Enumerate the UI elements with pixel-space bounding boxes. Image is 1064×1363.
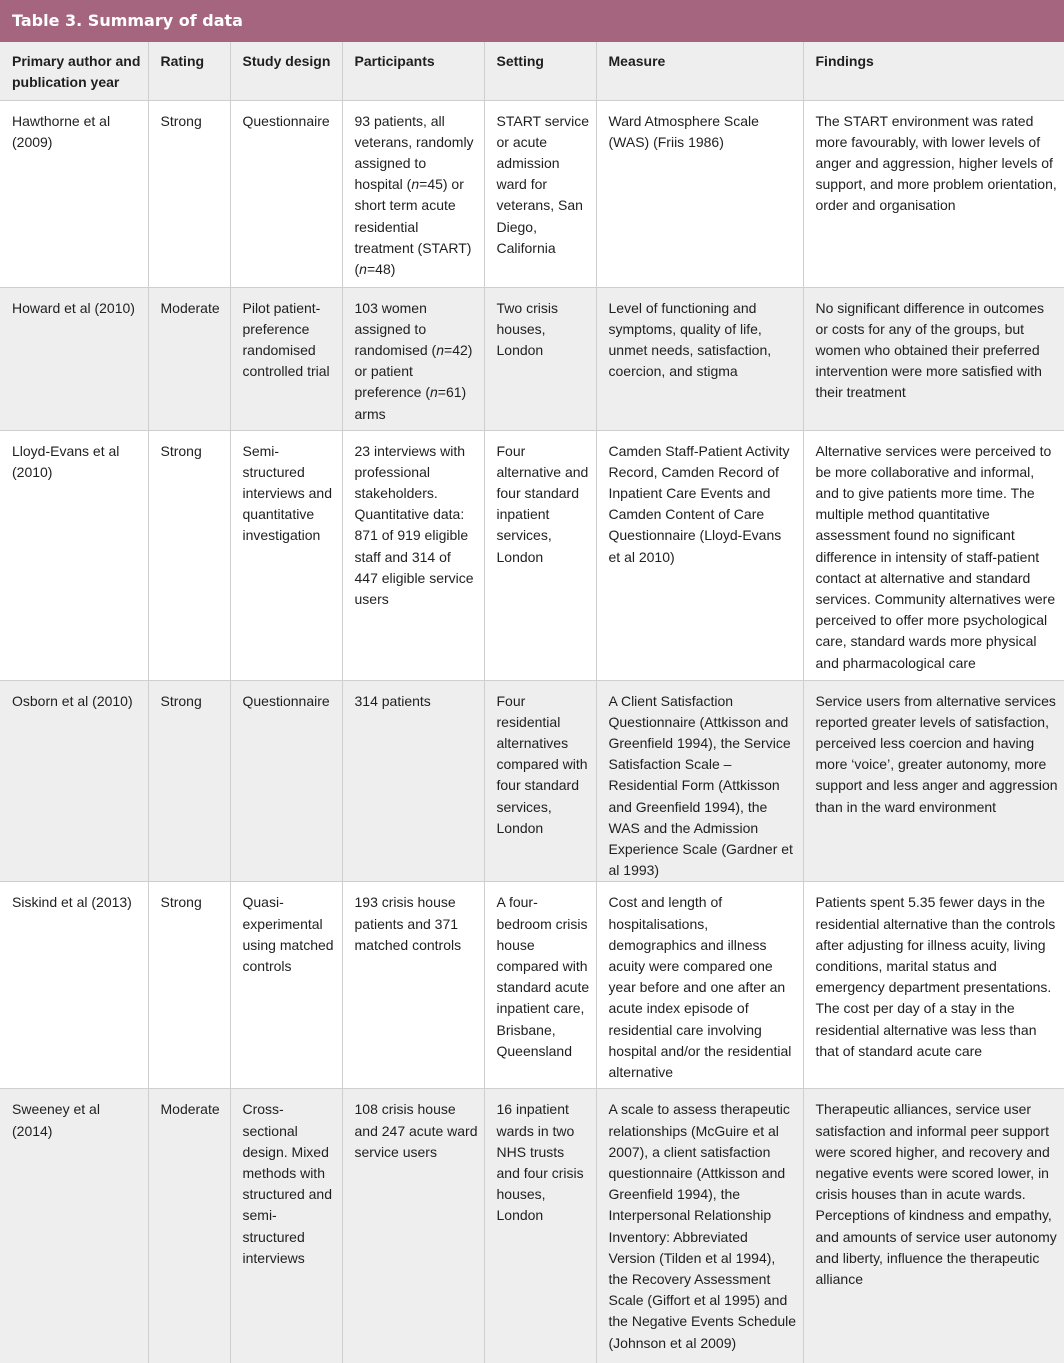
cell-measure: Cost and length of hospitalisations, demographics and illness acuity were compared one year before and one after an acute index episode of residential care involving hospital and/or the residential alternative: [596, 882, 803, 1089]
header-findings: Findings: [803, 42, 1064, 100]
cell-design: Quasi-experimental using matched controls: [230, 882, 342, 1089]
cell-findings: Alternative services were perceived to be more collaborative and informal, and to give patients more time. The multiple method quantitative assessment found no significant difference in intensity of staff-patient contact at alternative and standard services. Community alternatives were perceived to offer more psychological care, standard wards more physical and pharmacological care: [803, 430, 1064, 680]
cell-measure: A scale to assess therapeutic relationships (McGuire et al 2007), a client satisfaction questionnaire (Attkisson and Greenfield 1994), the Interpersonal Relationship Inventory: Abbreviated Version (Tilden et al 1994), the Recovery Assessment Scale (Giffort et al 1995) and the Negative Events Schedule (Johnson et al 2009): [596, 1089, 803, 1363]
cell-measure: A Client Satisfaction Questionnaire (Attkisson and Greenfield 1994), the Service Satisfaction Scale – Residential Form (Attkisson and Greenfield 1994), the WAS and the Admission Experience Scale (Gardner et al 1993): [596, 680, 803, 882]
cell-participants: 314 patients: [342, 680, 484, 882]
summary-table: [0, 42, 1064, 1363]
cell-author: Hawthorne et al (2009): [0, 100, 148, 287]
table-title: Table 3. Summary of data: [0, 0, 1064, 42]
table-row: [0, 1089, 1064, 1363]
cell-author: Osborn et al (2010): [0, 680, 148, 882]
header-author: Primary author and publication year: [0, 42, 148, 100]
cell-setting: 16 inpatient wards in two NHS trusts and four crisis houses, London: [484, 1089, 596, 1363]
cell-setting: Two crisis houses, London: [484, 287, 596, 430]
cell-rating: Strong: [148, 882, 230, 1089]
cell-measure: Ward Atmosphere Scale (WAS) (Friis 1986): [596, 100, 803, 287]
cell-rating: Moderate: [148, 287, 230, 430]
cell-author: Lloyd-Evans et al (2010): [0, 430, 148, 680]
header-rating: Rating: [148, 42, 230, 100]
cell-design: Pilot patient-preference randomised controlled trial: [230, 287, 342, 430]
cell-design: Questionnaire: [230, 100, 342, 287]
cell-participants: 193 crisis house patients and 371 matched controls: [342, 882, 484, 1089]
header-row: [0, 42, 1064, 100]
header-setting: Setting: [484, 42, 596, 100]
cell-setting: Four alternative and four standard inpatient services, London: [484, 430, 596, 680]
cell-setting: START service or acute admission ward for veterans, San Diego, California: [484, 100, 596, 287]
cell-author: Siskind et al (2013): [0, 882, 148, 1089]
table-row: [0, 680, 1064, 882]
cell-findings: The START environment was rated more favourably, with lower levels of anger and aggression, higher levels of support, and more problem orientation, order and organisation: [803, 100, 1064, 287]
cell-design: Semi-structured interviews and quantitative investigation: [230, 430, 342, 680]
cell-measure: Level of functioning and symptoms, quality of life, unmet needs, satisfaction, coercion, and stigma: [596, 287, 803, 430]
cell-participants: 103 women assigned to randomised (n=42) or patient preference (n=61) arms: [342, 287, 484, 430]
cell-participants: 23 interviews with professional stakeholders. Quantitative data: 871 of 919 eligible staff and 314 of 447 eligible service users: [342, 430, 484, 680]
cell-setting: A four-bedroom crisis house compared with standard acute inpatient care, Brisbane, Queensland: [484, 882, 596, 1089]
cell-findings: Therapeutic alliances, service user satisfaction and informal peer support were scored higher, and recovery and negative events were scored lower, in crisis houses than in acute wards. Perceptions of kindness and empathy, and amounts of service user autonomy and liberty, influence the therapeutic alliance: [803, 1089, 1064, 1363]
cell-participants: 93 patients, all veterans, randomly assigned to hospital (n=45) or short term acute residential treatment (START) (n=48): [342, 100, 484, 287]
cell-design: Questionnaire: [230, 680, 342, 882]
table-row: [0, 430, 1064, 680]
cell-setting: Four residential alternatives compared with four standard services, London: [484, 680, 596, 882]
cell-findings: Service users from alternative services reported greater levels of satisfaction, perceived less coercion and having more ‘voice’, greater autonomy, more support and less anger and aggression than in the ward environment: [803, 680, 1064, 882]
table-row: [0, 287, 1064, 430]
cell-rating: Strong: [148, 100, 230, 287]
cell-rating: Strong: [148, 680, 230, 882]
cell-findings: Patients spent 5.35 fewer days in the residential alternative than the controls after adjusting for illness acuity, living conditions, marital status and emergency department presentations. The cost per day of a stay in the residential alternative was less than that of standard acute care: [803, 882, 1064, 1089]
header-measure: Measure: [596, 42, 803, 100]
table-row: [0, 882, 1064, 1089]
table-row: [0, 100, 1064, 287]
header-study-design: Study design: [230, 42, 342, 100]
cell-measure: Camden Staff-Patient Activity Record, Camden Record of Inpatient Care Events and Camden Content of Care Questionnaire (Lloyd-Evans et al 2010): [596, 430, 803, 680]
cell-rating: Strong: [148, 430, 230, 680]
cell-rating: Moderate: [148, 1089, 230, 1363]
cell-findings: No significant difference in outcomes or costs for any of the groups, but women who obtained their preferred intervention were more satisfied with their treatment: [803, 287, 1064, 430]
cell-participants: 108 crisis house and 247 acute ward service users: [342, 1089, 484, 1363]
header-participants: Participants: [342, 42, 484, 100]
cell-design: Cross-sectional design. Mixed methods with structured and semi-structured interviews: [230, 1089, 342, 1363]
cell-author: Sweeney et al (2014): [0, 1089, 148, 1363]
cell-author: Howard et al (2010): [0, 287, 148, 430]
